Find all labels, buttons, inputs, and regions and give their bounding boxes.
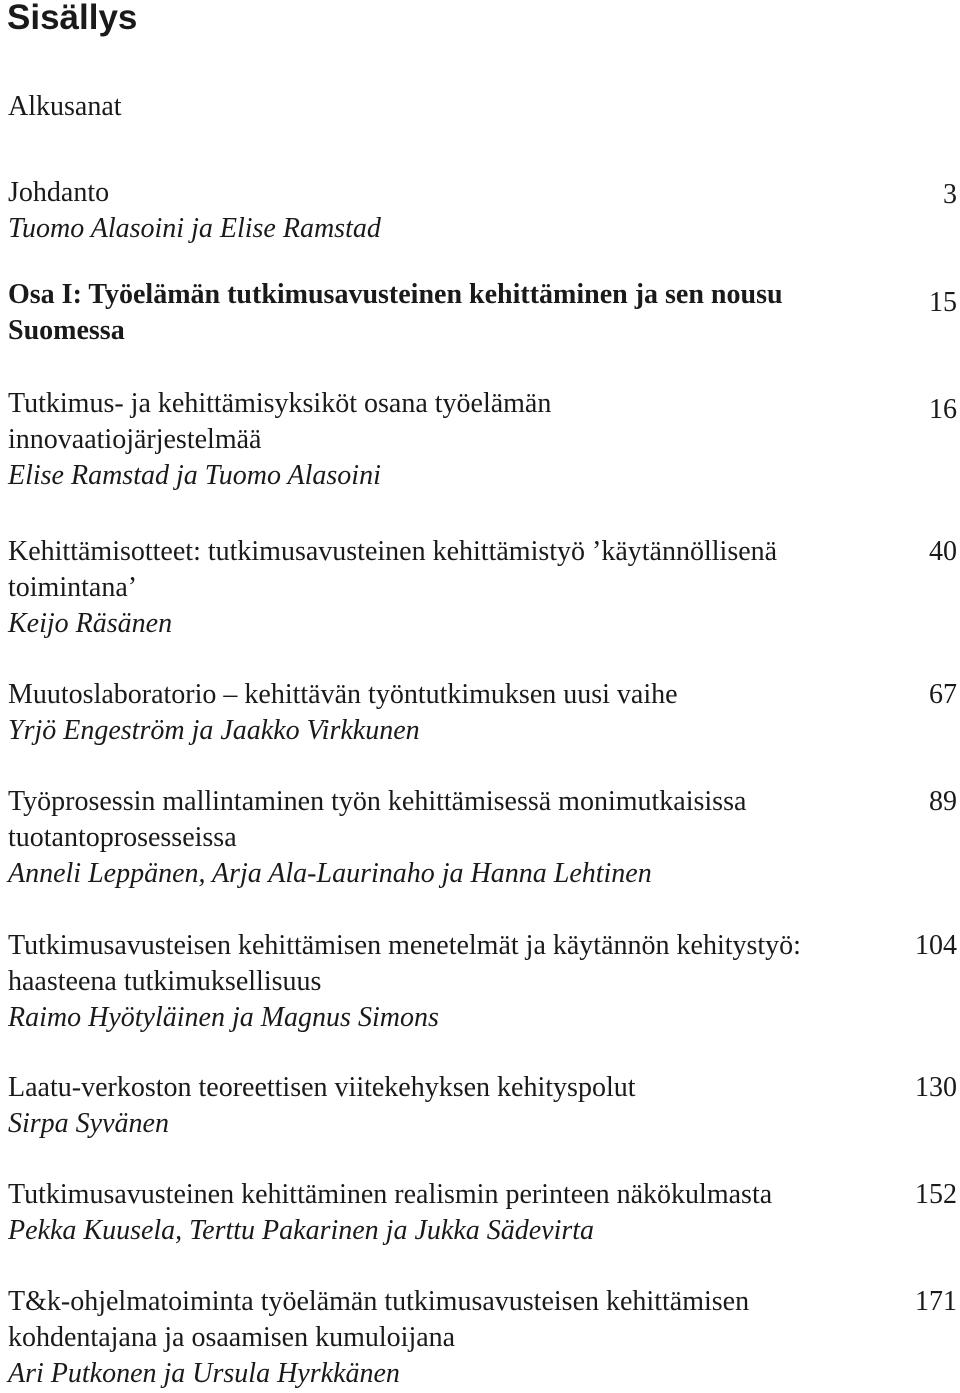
toc-entry-title: Tutkimusavusteinen kehittäminen realismin perinteen näkökulmasta xyxy=(8,1179,773,1210)
toc-entry[interactable] xyxy=(8,784,960,892)
toc-entry[interactable] xyxy=(8,386,960,494)
toc-entry-author: Ari Putkonen ja Ursula Hyrkkänen xyxy=(8,1358,400,1389)
toc-entry-author: Sirpa Syvänen xyxy=(8,1108,169,1139)
toc-page-number: 3 xyxy=(943,179,957,210)
toc-entry-title: Tutkimusavusteisen kehittämisen menetelmät ja käytännön kehitystyö: xyxy=(8,930,801,961)
toc-entry-author: Tuomo Alasoini ja Elise Ramstad xyxy=(8,213,381,244)
toc-entry-title: toimintana’ xyxy=(8,572,138,603)
toc-entry-title: Muutoslaboratorio – kehittävän työntutkimuksen uusi vaihe xyxy=(8,679,678,710)
toc-entry-johdanto[interactable] xyxy=(8,175,960,247)
toc-entry-author: Keijo Räsänen xyxy=(8,608,173,639)
toc-entry[interactable] xyxy=(8,928,960,1036)
toc-page-number: 171 xyxy=(915,1286,957,1317)
toc-entry-title: Laatu-verkoston teoreettisen viitekehyksen kehityspolut xyxy=(8,1072,636,1103)
toc-entry-title: tuotantoprosesseissa xyxy=(8,822,237,853)
toc-page-number: 152 xyxy=(915,1179,957,1210)
toc-part-title-line: Suomessa xyxy=(8,315,125,346)
toc-entry-title: Johdanto xyxy=(8,177,110,208)
toc-entry[interactable] xyxy=(8,677,960,749)
toc-page-number: 40 xyxy=(929,536,957,567)
toc-entry-author: Yrjö Engeström ja Jaakko Virkkunen xyxy=(8,715,420,746)
toc-page-number: 16 xyxy=(929,394,957,425)
toc-entry-title: innovaatiojärjestelmää xyxy=(8,424,262,455)
toc-entry[interactable] xyxy=(8,1177,960,1249)
toc-entry[interactable] xyxy=(8,1284,960,1392)
toc-entry-author: Raimo Hyötyläinen ja Magnus Simons xyxy=(8,1002,439,1033)
toc-entry-title: Työprosessin mallintaminen työn kehittämisessä monimutkaisissa xyxy=(8,786,747,817)
toc-page-number: 89 xyxy=(929,786,957,817)
toc-entry-author: Anneli Leppänen, Arja Ala-Laurinaho ja Hanna Lehtinen xyxy=(8,858,652,889)
toc-page-number: 104 xyxy=(915,930,957,961)
page-title: Sisällys xyxy=(7,0,138,37)
toc-entry-title: Kehittämisotteet: tutkimusavusteinen kehittämistyö ’käytännöllisenä xyxy=(8,536,778,567)
toc-page-number: 15 xyxy=(929,287,957,318)
toc-page-number: 67 xyxy=(929,679,957,710)
toc-entry-author: Pekka Kuusela, Terttu Pakarinen ja Jukka Sädevirta xyxy=(8,1215,595,1246)
toc-entry-title: T&k-ohjelmatoiminta työelämän tutkimusavusteisen kehittämisen xyxy=(8,1286,750,1317)
toc-entry-alkusanat[interactable] xyxy=(8,89,960,125)
toc-entry-author: Elise Ramstad ja Tuomo Alasoini xyxy=(8,460,381,491)
toc-entry-title: haasteena tutkimuksellisuus xyxy=(8,966,322,997)
toc-part-heading[interactable] xyxy=(8,277,960,349)
toc-entry-title: kohdentajana ja osaamisen kumuloijana xyxy=(8,1322,456,1353)
toc-entry-title: Tutkimus- ja kehittämisyksiköt osana työelämän xyxy=(8,388,552,419)
toc-entry-title: Alkusanat xyxy=(8,91,122,122)
toc-entry[interactable] xyxy=(8,1070,960,1142)
toc-page-number: 130 xyxy=(915,1072,957,1103)
toc-entry[interactable] xyxy=(8,534,960,642)
toc-part-title-line: Osa I: Työelämän tutkimusavusteinen kehittäminen ja sen nousu xyxy=(8,279,783,310)
